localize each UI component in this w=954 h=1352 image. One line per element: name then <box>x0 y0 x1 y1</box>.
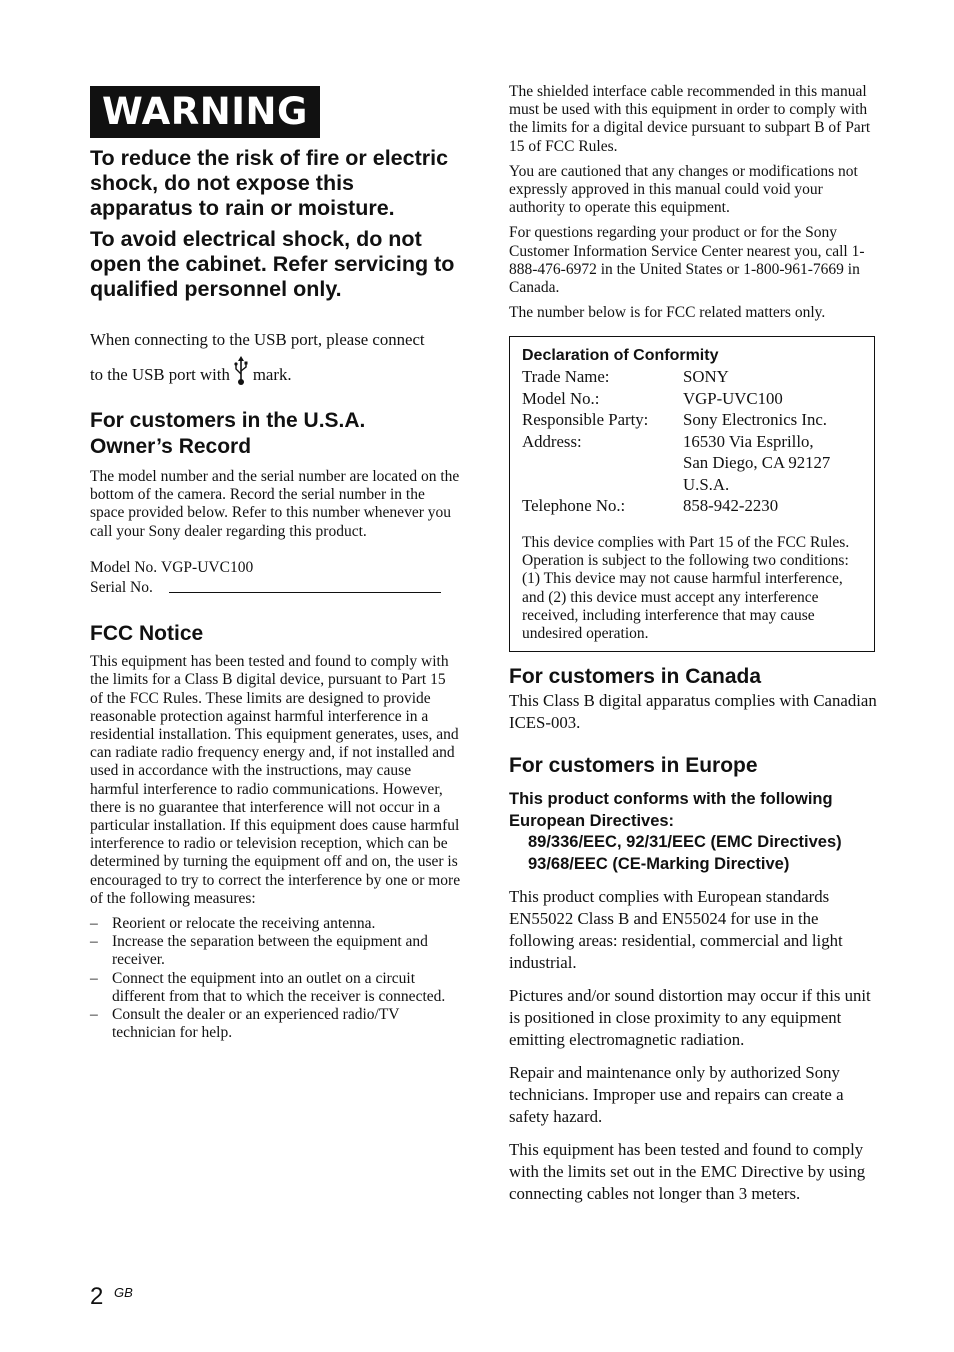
fcc-heading: FCC Notice <box>90 622 204 646</box>
eu-standards-text: This product complies with European standards EN55022 Class B and EN55024 for use in the following areas: residential, commercial and light industrial. <box>509 887 843 973</box>
serial-blank-line <box>169 579 441 593</box>
usb-note-line-1: When connecting to the USB port, please connect <box>90 330 425 349</box>
usa-text: The model number and the serial number are located on the bottom of the camera. Record the serial number in the space provided below. Refer to this number whenever you call your Sony dealer regarding this product. <box>90 468 460 540</box>
usb-icon <box>233 356 249 386</box>
modifications-text: You are cautioned that any changes or modifications not expressly approved in this manual could void your authority to operate this equipment. <box>509 162 858 217</box>
declaration-value: Sony Electronics Inc. <box>683 410 828 430</box>
bullet-dash: – <box>90 915 98 933</box>
list-item-text: Connect the equipment into an outlet on a circuit different from that to which the receiver is connected. <box>112 969 446 1005</box>
eu-directive-emc: 89/336/EEC, 92/31/EEC (EMC Directives) <box>528 833 842 852</box>
declaration-value: San Diego, CA 92127 <box>683 453 831 473</box>
declaration-value: U.S.A. <box>683 474 730 494</box>
bullet-dash: – <box>90 969 98 987</box>
shielded-cable-text: The shielded interface cable recommended in this manual must be used with this equipment in order to comply with the limits for a digital device pursuant to subpart B of Part 15 of FCC Rules. <box>509 83 871 155</box>
serial-label: Serial No. <box>90 579 153 597</box>
model-value: VGP-UVC100 <box>161 558 254 576</box>
list-item <box>90 933 462 969</box>
questions-text: For questions regarding your product or for the Sony Customer Information Service Center nearest you, call 1-888-476-6972 in the United States or 1-800-961-7669 in Canada. <box>509 224 865 297</box>
list-item-text: Increase the separation between the equipment and receiver. <box>112 933 428 969</box>
declaration-box <box>509 336 875 652</box>
list-item <box>90 915 462 933</box>
warning-text-1: To reduce the risk of fire or electric shock, do not expose this apparatus to rain or moisture. <box>90 146 449 220</box>
fcc-text: This equipment has been tested and found to comply with the limits for a Class B digital device, pursuant to Part 15 of the FCC Rules. These limits are designed to provide reasonable protection against harmful interference in a residential installation. This equipment generates, uses, and can radiate radio frequency energy and, if not installed and used in accordance with the instructions, may cause harmful interference to radio communications. However, there is no guarantee that interference will not occur in a particular installation. If this equipment does cause harmful interference to radio or television reception, which can be determined by turning the equipment off and on, the user is encouraged to try to correct the interference by one or more of the following measures: <box>90 653 461 907</box>
declaration-key <box>522 452 683 474</box>
declaration-value: 16530 Via Esprillo, <box>683 431 814 451</box>
declaration-key: Model No.: <box>522 388 600 408</box>
europe-heading: For customers in Europe <box>509 754 758 778</box>
declaration-row <box>522 409 862 431</box>
declaration-text: This device complies with Part 15 of the FCC Rules. Operation is subject to the following two conditions: (1) This device may not cause harmful interference, and (2) this device must accept any interference received, including interference that may cause undesired operation. <box>522 533 850 642</box>
declaration-key <box>522 474 683 496</box>
fcc-measures-list <box>90 915 462 1042</box>
eu-directives <box>509 789 881 875</box>
eu-emc-text: This equipment has been tested and found to comply with the limits set out in the EMC Directive by using connecting cables not longer than 3 meters. <box>509 1140 866 1204</box>
declaration-value: VGP-UVC100 <box>683 388 783 408</box>
model-row <box>90 559 462 577</box>
canada-heading: For customers in Canada <box>509 665 762 689</box>
page-number: 2 <box>90 1283 104 1310</box>
owner-record <box>90 559 462 597</box>
list-item <box>90 970 462 1006</box>
list-item-text: Consult the dealer or an experienced radio/TV technician for help. <box>112 1006 400 1042</box>
usb-note-text-b: mark. <box>252 365 292 384</box>
declaration-title: Declaration of Conformity <box>522 347 719 365</box>
declaration-row <box>522 431 862 453</box>
fcc-number-text: The number below is for FCC related matters only. <box>509 304 826 322</box>
warning-text-2: To avoid electrical shock, do not open the cabinet. Refer servicing to qualified personnel only. <box>90 227 455 301</box>
bullet-dash: – <box>90 933 98 951</box>
declaration-row <box>522 388 862 410</box>
left-column <box>90 86 462 1042</box>
eu-distortion-text: Pictures and/or sound distortion may occur if this unit is positioned in close proximity to any equipment emitting electromagnetic radiation. <box>509 986 871 1050</box>
usa-heading-line-2: Owner’s Record <box>90 435 252 458</box>
right-column <box>509 83 881 1205</box>
list-item <box>90 1006 462 1042</box>
page-language-code: GB <box>114 1285 133 1300</box>
usa-heading-line-1: For customers in the U.S.A. <box>90 409 366 432</box>
canada-text: This Class B digital apparatus complies with Canadian ICES-003. <box>509 691 877 733</box>
declaration-row <box>522 366 862 388</box>
eu-directives-intro: This product conforms with the following European Directives: <box>509 790 833 830</box>
declaration-row <box>522 474 862 496</box>
declaration-row <box>522 495 862 517</box>
usb-note-text-a: to the USB port with <box>90 365 230 384</box>
declaration-key: Address: <box>522 431 582 451</box>
declaration-value: 858-942-2230 <box>683 496 779 516</box>
usa-heading <box>90 408 462 460</box>
bullet-dash: – <box>90 1006 98 1024</box>
warning-title: WARNING <box>90 86 320 138</box>
declaration-key: Trade Name: <box>522 367 610 387</box>
list-item-text: Reorient or relocate the receiving antenna. <box>112 915 376 933</box>
declaration-key: Responsible Party: <box>522 410 649 430</box>
declaration-key: Telephone No.: <box>522 496 626 516</box>
eu-repair-text: Repair and maintenance only by authorized Sony technicians. Improper use and repairs can create a safety hazard. <box>509 1063 844 1127</box>
declaration-value: SONY <box>683 367 729 387</box>
eu-directive-ce: 93/68/EEC (CE-Marking Directive) <box>528 854 790 873</box>
declaration-row <box>522 452 862 474</box>
model-label: Model No. <box>90 558 158 576</box>
serial-row <box>90 579 462 597</box>
usb-note-line-2 <box>90 360 462 390</box>
